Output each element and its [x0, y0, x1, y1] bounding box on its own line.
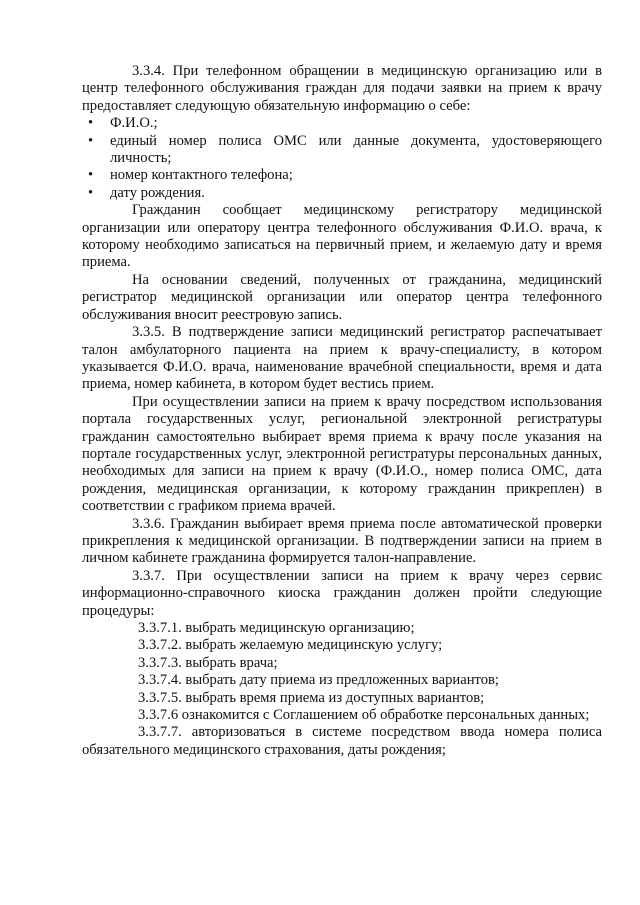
list-item [82, 133, 602, 168]
list-item-text: номер контактного телефона; [110, 167, 293, 184]
list-item: 3.3.7.2. выбрать желаемую медицинскую услугу; [138, 637, 443, 654]
list-item-text: единый номер полиса ОМС или данные документа, удостоверяющего личность; [110, 132, 602, 167]
list-item-text: дату рождения. [110, 184, 205, 201]
paragraph-3-3-5: 3.3.5. В подтверждение записи медицинский регистратор распечатывает талон амбулаторного пациента на прием к врачу-специалисту, в котором указывается Ф.И.О. врача, наименование врачебной специальности, время и дата приема, номер кабинета, в котором будет вестись прием. [82, 324, 602, 393]
kiosk-steps-list [82, 620, 602, 759]
list-item: 3.3.7.3. выбрать врача; [138, 654, 278, 671]
list-item: 3.3.7.1. выбрать медицинскую организацию; [138, 620, 415, 636]
paragraph-registry-entry: На основании сведений, полученных от гражданина, медицинский регистратор медицинской организации или оператор центра телефонного обслуживания вносит реестровую запись. [82, 271, 602, 323]
paragraph-portal-booking: При осуществлении записи на прием к врачу посредством использования портала государственных услуг, региональной электронной регистратуры гражданин самостоятельно выбирает время приема к врачу после указания на портале государственных услуг, электронной регистратуры персональных данных, необходимых для записи на прием к врачу (Ф.И.О., номер полиса ОМС, дата рождения, медицинская организации, к которому гражданин прикреплен) в соответствии с графиком приема врачей. [82, 393, 602, 515]
paragraph-3-3-4: 3.3.4. При телефонном обращении в медицинскую организацию или в центр телефонного обслуживания граждан для подачи заявки на прием к врачу предоставляет следующую обязательную информацию о себе: [82, 63, 602, 114]
paragraph-3-3-6: 3.3.6. Гражданин выбирает время приема после автоматической проверки прикрепления к медицинской организации. В подтверждении записи на прием в личном кабинете гражданина формируется талон-направление. [82, 515, 602, 567]
bullet-icon: • [88, 167, 94, 184]
paragraph-citizen-informs: Гражданин сообщает медицинскому регистратору медицинской организации или оператору центра телефонного обслуживания Ф.И.О. врача, к которому необходимо записаться на первичный прием, и желаемую дату и время приема. [82, 202, 602, 271]
bullet-icon: • [88, 132, 94, 149]
bullet-icon: • [88, 115, 94, 132]
list-item [82, 115, 602, 132]
bullet-icon: • [88, 184, 94, 201]
list-item: 3.3.7.5. выбрать время приема из доступных вариантов; [138, 689, 485, 706]
list-item: 3.3.7.7. авторизоваться в системе посредством ввода номера полиса обязательного медицинского страхования, даты рождения; [82, 724, 602, 758]
required-info-list [82, 115, 602, 202]
list-item: 3.3.7.6 ознакомится с Соглашением об обработке персональных данных; [138, 707, 590, 724]
list-item [82, 185, 602, 202]
list-item-text: Ф.И.О.; [110, 115, 158, 132]
paragraph-3-3-7: 3.3.7. При осуществлении записи на прием к врачу через сервис информационно-справочного киоска гражданин должен пройти следующие процедуры: [82, 567, 602, 619]
list-item [82, 167, 602, 184]
list-item: 3.3.7.4. выбрать дату приема из предложенных вариантов; [138, 672, 499, 689]
